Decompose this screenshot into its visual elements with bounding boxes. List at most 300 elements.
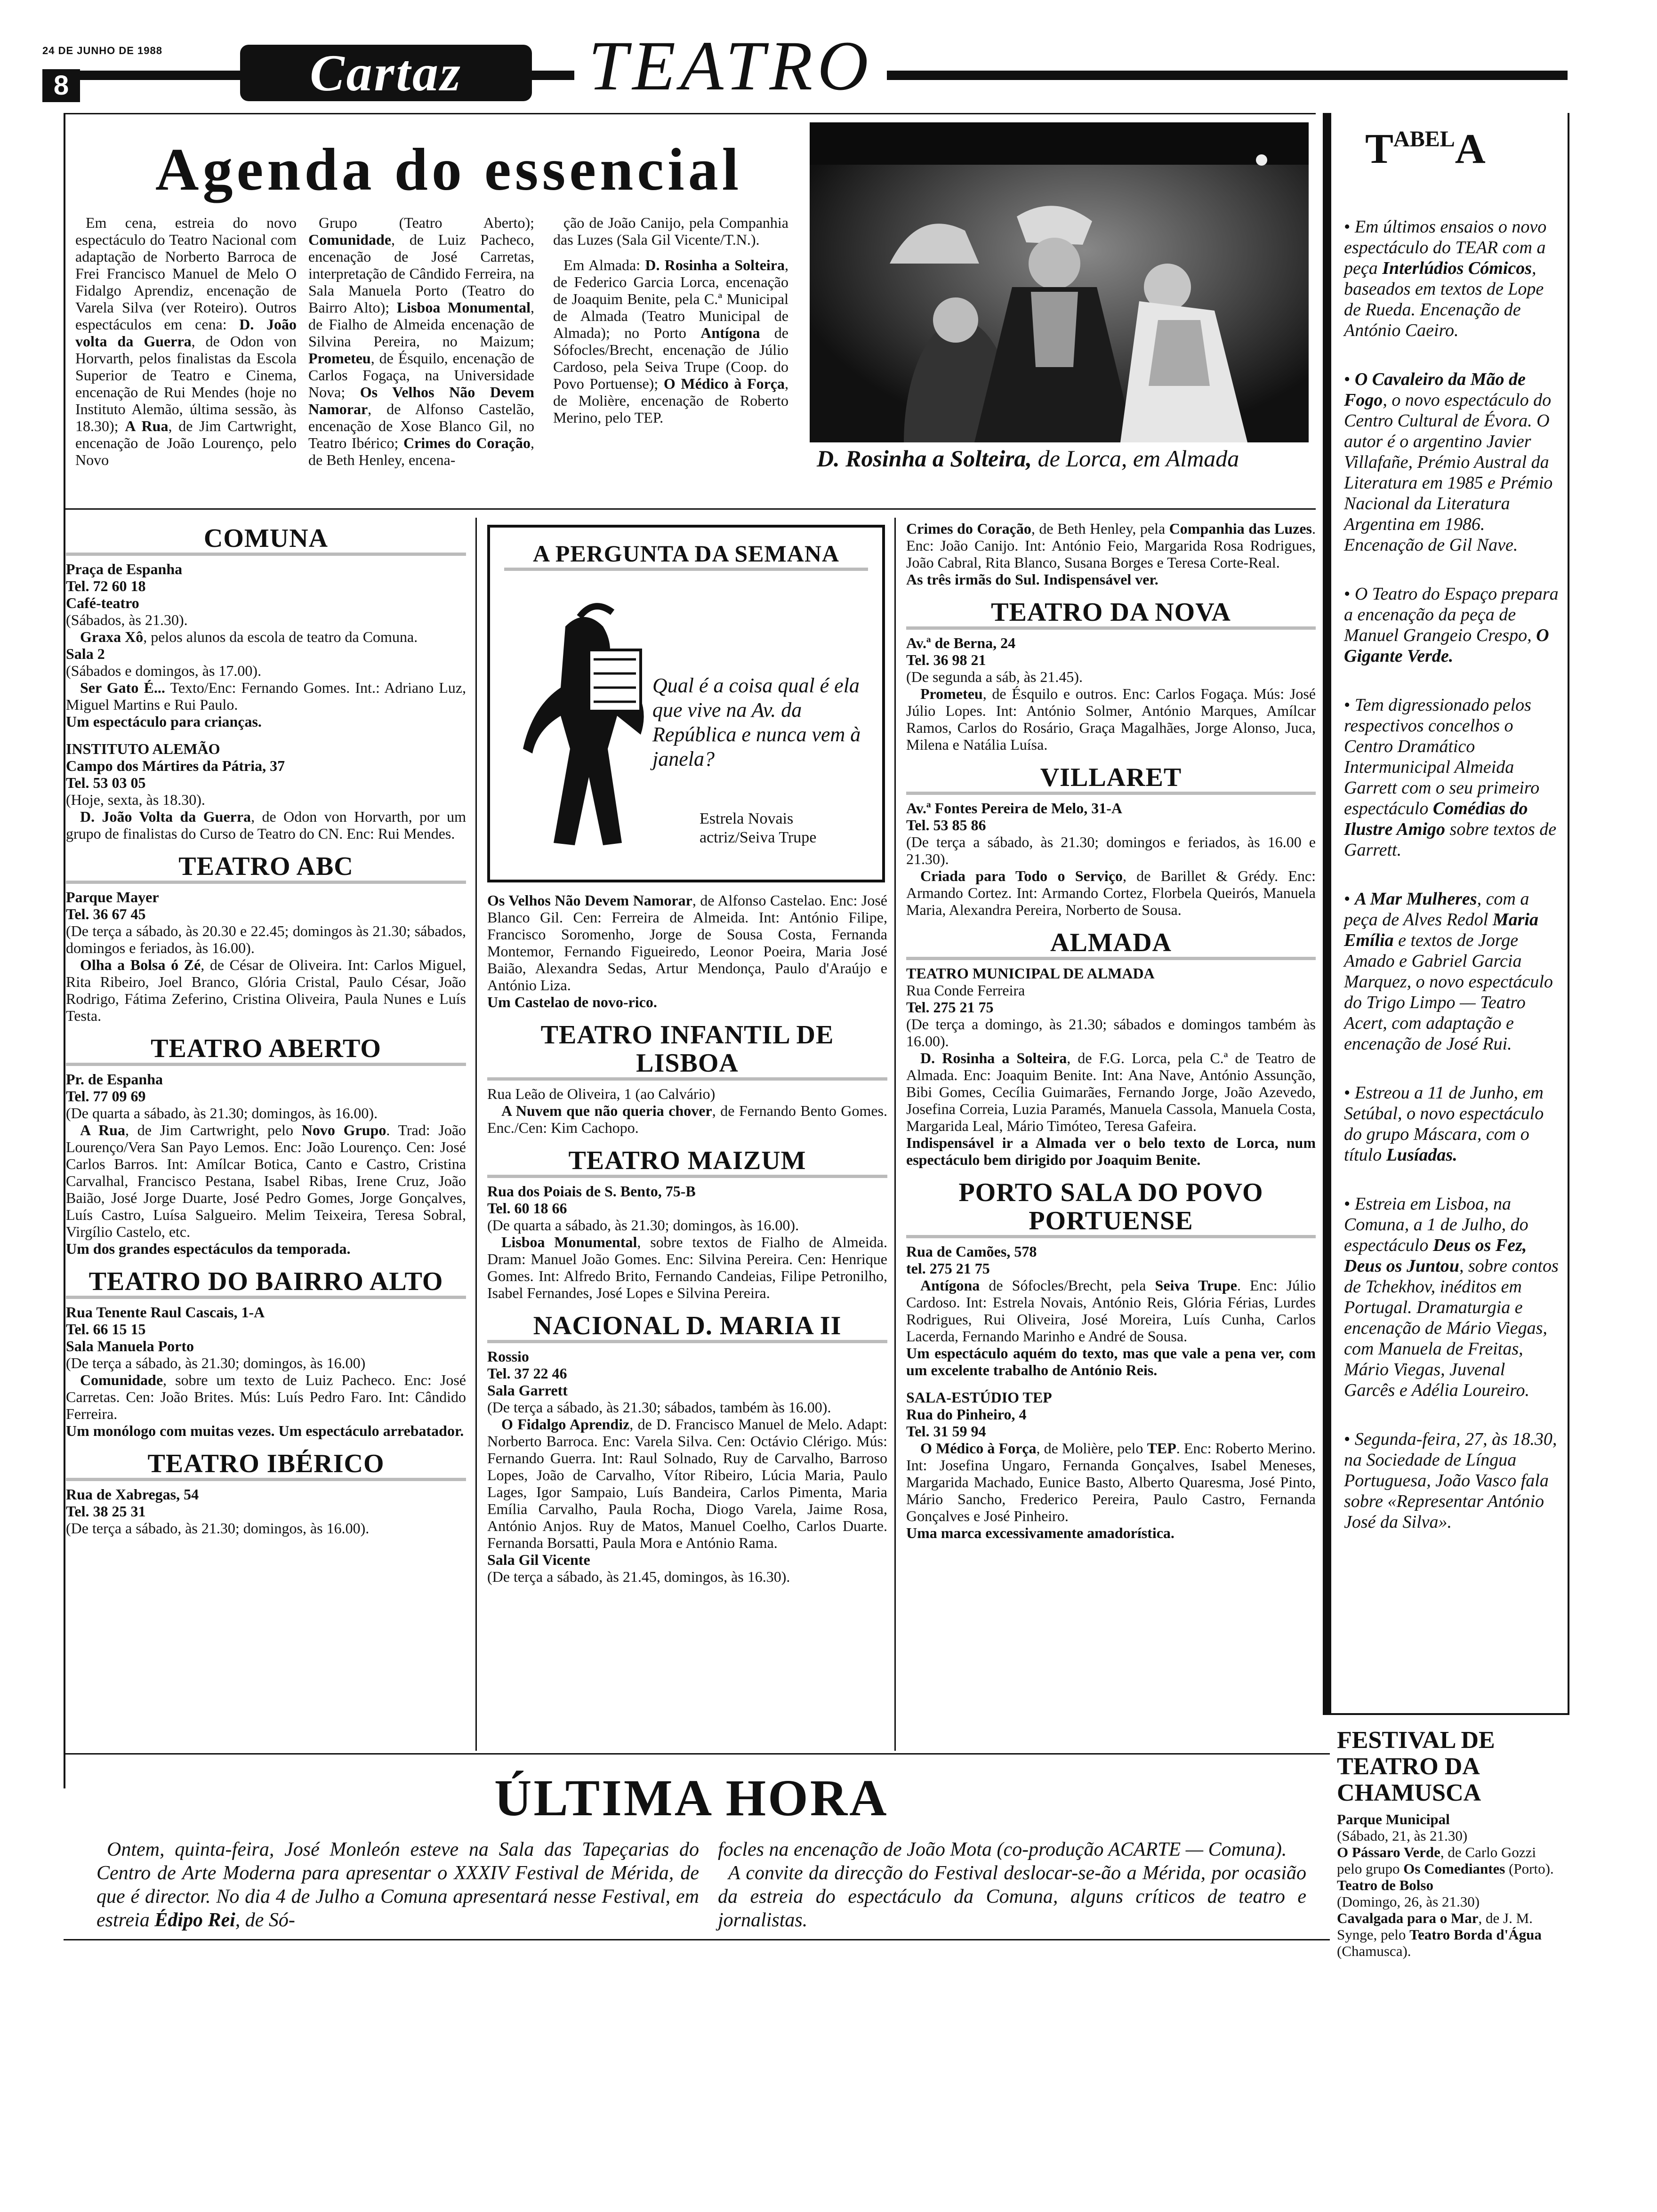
bold-text: Sala Gil Vicente bbox=[487, 1551, 590, 1568]
bold-text: Teatro Borda d'Água bbox=[1409, 1926, 1542, 1943]
listing-line bbox=[906, 685, 1316, 753]
listing-block bbox=[906, 1178, 1316, 1378]
listing-line bbox=[487, 1365, 887, 1382]
text: , baseados em textos de Lope de Rueda. Encenação de António Caeiro. bbox=[1344, 258, 1544, 340]
listing-line bbox=[66, 713, 466, 730]
bold-text: Tel. 38 25 31 bbox=[66, 1503, 146, 1520]
text: , de Molière, encenação de Roberto Merino, pelo TEP. bbox=[553, 375, 789, 426]
listing-line bbox=[66, 662, 466, 679]
text: (De segunda a sáb, às 21.45). bbox=[906, 668, 1083, 685]
listing-line bbox=[906, 834, 1316, 867]
tabela-item bbox=[1344, 1194, 1560, 1401]
text: , sobre contos de Tchekhov, inéditos em Portugal. Dramaturgia e encenação de Mário Viegas, com Manuela de Freitas, Mário Viegas, Juvenal Garcês e Adélia Loureiro. bbox=[1344, 1256, 1559, 1400]
listing-line bbox=[906, 1423, 1316, 1440]
caption-rest: de Lorca, em Almada bbox=[1032, 445, 1239, 472]
text: Em cena, estreia do novo espectáculo do Teatro Nacional com adaptação de Norberto Barroca de Frei Francisco Manuel de Melo O Fidalgo Aprendiz, encenação de Varela Silva (ver Roteiro). Outros espectáculos em cena: bbox=[75, 214, 297, 333]
listing-line bbox=[66, 1240, 466, 1257]
listing-line bbox=[487, 1234, 887, 1301]
bold-text: Um espectáculo aquém do texto, mas que vale a pena ver, com um excelente trabalho de António Reis. bbox=[906, 1345, 1316, 1378]
text: (De quarta a sábado, às 21.30; domingos, às 16.00). bbox=[487, 1217, 799, 1234]
tabela-item bbox=[1344, 584, 1560, 666]
bold-text: Olha a Bolsa ó Zé bbox=[80, 956, 201, 973]
text: (Chamusca). bbox=[1337, 1943, 1411, 1959]
text: , de Fialho de Almeida encenação de Silvina Pereira, no Maizum; bbox=[308, 299, 535, 350]
listing-line bbox=[906, 1345, 1316, 1378]
listing-line bbox=[906, 634, 1316, 651]
bold-text: Tel. 77 09 69 bbox=[66, 1088, 146, 1105]
text: (De terça a domingo, às 21.30; sábados e domingos também às 16.00). bbox=[906, 1016, 1316, 1050]
bold-text: O Pássaro Verde bbox=[1337, 1844, 1440, 1860]
listing-block bbox=[906, 929, 1316, 1168]
ultima-hora-title: ÚLTIMA HORA bbox=[494, 1769, 889, 1827]
listing-line bbox=[487, 1568, 887, 1585]
text: Em Almada: bbox=[563, 256, 645, 273]
ultima-top-rule bbox=[64, 1753, 1330, 1755]
bold-text: Rua de Camões, 578 bbox=[906, 1243, 1037, 1260]
listing-line bbox=[906, 1016, 1316, 1050]
text: , de Jim Cartwright, pelo bbox=[125, 1122, 302, 1138]
bold-text: O Médico à Força bbox=[663, 375, 785, 392]
text: (De terça a sábado, às 20.30 e 22.45; domingos às 21.30; sábados, domingos e feriados, às 16.00). bbox=[66, 922, 466, 956]
listing-block bbox=[487, 1312, 887, 1585]
bold-text: Crimes do Coração bbox=[906, 520, 1031, 537]
venue-header: TEATRO DA NOVA bbox=[906, 598, 1316, 630]
listing-block bbox=[906, 520, 1316, 588]
bold-text: Um monólogo com muitas vezes. Um espectáculo arrebatador. bbox=[66, 1422, 464, 1439]
bold-text: Tel. 53 03 05 bbox=[66, 774, 146, 791]
listing-line bbox=[906, 800, 1316, 817]
tabela-item bbox=[1344, 1429, 1560, 1532]
bullet-icon: • bbox=[1344, 369, 1355, 389]
text: . Trad: João Lourenço/Vera San Payo Lemos. Enc: João Lourenço. Cen: José Carlos Barros. Int: Amílcar Botica, Canto e Castro, Cristina Carvalhal, Francisco Pestana, Isabel Ribas, Irene Cruz, João Baião, José Jorge Duarte, José Pedro Gomes, Jorge Gonçalves, Luís Castro, Luísa Salgueiro. Melim Teixeira, Teresa Sobral, Virgílio Castelo, etc. bbox=[66, 1122, 467, 1240]
text: , de Odon von Horvarth, por um grupo de finalistas do Curso de Teatro do CN. Enc: Rui Mendes. bbox=[66, 808, 467, 842]
bold-text: Prometeu bbox=[308, 350, 371, 367]
text: de Sófocles/Brecht, pela bbox=[980, 1277, 1155, 1294]
caption-title: D. Rosinha a Solteira, bbox=[817, 445, 1032, 472]
listing-line bbox=[906, 1440, 1316, 1524]
festival-line bbox=[1337, 1893, 1563, 1910]
text: . Enc: Júlio Cardoso. Int: Estrela Novais, António Reis, Glória Férias, Lurdes Rodrigues, Rui Oliveira, José Moreira, Luís Cunha, Carlos Lacerda, Fernando Marinho e André de Sousa. bbox=[906, 1277, 1316, 1345]
section-title: TEATRO bbox=[574, 26, 887, 106]
listing-line bbox=[906, 1260, 1316, 1277]
text: O Cavaleiro da Mão de Fogo bbox=[1344, 369, 1526, 410]
bold-text: Maria Emília bbox=[1344, 910, 1538, 950]
listing-line bbox=[66, 1422, 466, 1439]
text: (De terça a sábado, às 21.30; domingos e feriados, às 16.00 e 21.30). bbox=[906, 834, 1316, 867]
listing-line bbox=[487, 1399, 887, 1416]
bullet-icon: • bbox=[1344, 695, 1355, 715]
festival-line bbox=[1337, 1811, 1563, 1827]
listing-block bbox=[66, 1450, 466, 1537]
text: , de Só- bbox=[235, 1909, 295, 1931]
festival-top-rule bbox=[1323, 1713, 1569, 1715]
theatre-scene-image bbox=[810, 122, 1309, 442]
bold-text: Édipo Rei bbox=[154, 1909, 235, 1931]
listing-line bbox=[906, 817, 1316, 834]
venue-header: TEATRO ABERTO bbox=[66, 1034, 466, 1066]
text: Em últimos ensaios o novo espectáculo do TEAR com a peça bbox=[1344, 217, 1547, 278]
listing-line bbox=[66, 561, 466, 577]
bold-text: Seiva Trupe bbox=[1155, 1277, 1237, 1294]
text: , de F.G. Lorca, pela C.ª de Teatro de Almada. Enc: Joaquim Benite. Int: Ana Nave, António Assunção, Bibi Gomes, Cecília Guimarães, Fernando Jorge, João Azevedo, Josefina Correia, Luzia Paramés, Manuela Cassola, Manuela Costa, Margarida Leal, Mário Timóteo, Teresa Gafeira. bbox=[906, 1050, 1316, 1134]
text: , com a peça de Alves Redol bbox=[1344, 889, 1529, 930]
agenda-column-2 bbox=[308, 214, 534, 468]
listing-line bbox=[66, 1304, 466, 1321]
text: , de Odon von Horvarth, pelos finalistas da Escola Superior de Teatro e Cinema, encenação de Rui Mendes (hoje no Instituto Alemão, última sessão, às 18.30); bbox=[75, 333, 297, 434]
bold-text: Companhia das Luzes bbox=[1169, 520, 1312, 537]
frame-left-rule bbox=[64, 113, 65, 1788]
bold-text: O Gigante Verde. bbox=[1344, 625, 1549, 666]
text: (De quarta a sábado, às 21.30; domingos, às 16.00). bbox=[66, 1105, 378, 1122]
text: (Sábado, 21, às 21.30) bbox=[1337, 1827, 1468, 1844]
venue-header: TEATRO IBÉRICO bbox=[66, 1450, 466, 1481]
text: , de Beth Henley, pela bbox=[1031, 520, 1169, 537]
text: Rua Leão de Oliveira, 1 (ao Calvário) bbox=[487, 1085, 716, 1102]
text: O Teatro do Espaço prepara a encenação da peça de Manuel Grangeio Crespo, bbox=[1344, 584, 1559, 645]
festival-line bbox=[1337, 1827, 1563, 1844]
listing-line bbox=[66, 956, 466, 1024]
listing-line bbox=[487, 1416, 887, 1551]
listing-line bbox=[66, 1105, 466, 1122]
tabela-list bbox=[1344, 216, 1560, 1561]
agenda-column-1 bbox=[75, 214, 297, 468]
bold-text: Interlúdios Cómicos bbox=[1382, 258, 1532, 278]
listing-line bbox=[66, 906, 466, 922]
bold-text: Sala Manuela Porto bbox=[66, 1338, 194, 1354]
bullet-icon: • bbox=[1344, 584, 1355, 604]
tabela-item bbox=[1344, 369, 1560, 555]
bold-text: A Mar Mulheres bbox=[1354, 889, 1477, 909]
text: , de Ésquilo, encenação de Carlos Fogaça, na Universidade Nova; bbox=[308, 350, 534, 401]
listing-line bbox=[906, 1050, 1316, 1134]
listing-line bbox=[487, 1102, 887, 1136]
agenda-photo-caption bbox=[817, 445, 1311, 472]
bold-text: Lisboa Monumental bbox=[396, 299, 531, 316]
listing-line bbox=[66, 1321, 466, 1338]
listing-block bbox=[906, 763, 1316, 918]
ultima-hora-right bbox=[718, 1838, 1306, 1932]
listing-block bbox=[906, 1389, 1316, 1541]
frame-top-rule bbox=[64, 113, 1316, 114]
bold-text: Tel. 31 59 94 bbox=[906, 1423, 986, 1440]
bold-text: Tel. 66 15 15 bbox=[66, 1321, 146, 1338]
bold-text: Praça de Espanha bbox=[66, 561, 183, 577]
roteiro-column-1 bbox=[66, 522, 466, 1547]
listing-line bbox=[487, 1085, 887, 1102]
agenda-title: Agenda do essencial bbox=[155, 136, 743, 203]
pergunta-author: Estrela Novais bbox=[700, 810, 794, 827]
text: Estreou a 11 de Junho, em Setúbal, o novo espectáculo do grupo Máscara, com o título bbox=[1344, 1083, 1544, 1165]
listing-line bbox=[906, 1277, 1316, 1345]
tabela-right-rule bbox=[1568, 113, 1569, 1713]
venue-header: NACIONAL D. MARIA II bbox=[487, 1312, 887, 1343]
bold-text: Ser Gato É... bbox=[80, 679, 165, 696]
listing-line bbox=[906, 651, 1316, 668]
listing-line bbox=[906, 982, 1316, 999]
text: Segunda-feira, 27, às 18.30, na Sociedade de Língua Portuguesa, João Vasco fala sobre «Representar António José da Silva». bbox=[1344, 1429, 1557, 1532]
bold-text: Tel. 37 22 46 bbox=[487, 1365, 567, 1382]
bold-text: Sala 2 bbox=[66, 645, 105, 662]
bold-text: Lusíadas. bbox=[1386, 1145, 1457, 1165]
listing-line bbox=[906, 1243, 1316, 1260]
listing-line bbox=[66, 1088, 466, 1105]
bold-text: Graxa Xô bbox=[80, 628, 144, 645]
listing-line bbox=[66, 889, 466, 906]
text: , de Federico Garcia Lorca, encenação de Joaquim Benite, pela C.ª Municipal de Almada (Teatro Municipal de Almada); no Porto bbox=[553, 256, 789, 341]
bold-text: Tel. 36 67 45 bbox=[66, 906, 146, 922]
listing-line bbox=[906, 668, 1316, 685]
tabela-item bbox=[1344, 1082, 1560, 1165]
bold-text: Antígona bbox=[920, 1277, 980, 1294]
text: Grupo (Teatro Aberto); bbox=[319, 214, 534, 231]
agenda-photo bbox=[810, 122, 1309, 442]
listing-line bbox=[487, 1348, 887, 1365]
bold-text: D. Rosinha a Solteira bbox=[920, 1050, 1067, 1066]
bold-text: Crimes do Coração bbox=[403, 434, 531, 451]
bold-text: TEP bbox=[1147, 1440, 1176, 1457]
bold-text: D. Rosinha a Solteira bbox=[645, 256, 785, 273]
bold-text: Os Velhos Não Devem Namorar bbox=[308, 384, 535, 417]
bold-text: Parque Mayer bbox=[66, 889, 159, 906]
bullet-icon: • bbox=[1344, 1194, 1355, 1214]
bold-text: Campo dos Mártires da Pátria, 37 bbox=[66, 757, 285, 774]
bold-text: Um dos grandes espectáculos da temporada. bbox=[66, 1240, 351, 1257]
venue-header: TEATRO DO BAIRRO ALTO bbox=[66, 1267, 466, 1299]
text: , pelos alunos da escola de teatro da Comuna. bbox=[143, 628, 418, 645]
bold-text: Rua de Xabregas, 54 bbox=[66, 1486, 199, 1503]
listing-block bbox=[906, 598, 1316, 753]
listing-block bbox=[487, 1021, 887, 1136]
bold-text: Lisboa Monumental bbox=[501, 1234, 637, 1250]
listing-line bbox=[66, 1338, 466, 1354]
text: e textos de Jorge Amado e Gabriel Garcia Marquez, o novo espectáculo do Trigo Limpo — Teatro Acert, com adaptação e encenação de José Rui. bbox=[1344, 930, 1553, 1054]
listing-line bbox=[906, 999, 1316, 1016]
text: Rua Conde Ferreira bbox=[906, 982, 1025, 999]
ultima-bottom-rule bbox=[64, 1939, 1330, 1940]
listing-block bbox=[487, 892, 887, 1010]
bold-text: Café-teatro bbox=[66, 594, 139, 611]
bold-text: Antígona bbox=[700, 324, 760, 341]
venue-header: TEATRO MAIZUM bbox=[487, 1146, 887, 1178]
text: Tem digressionado pelos respectivos concelhos o Centro Dramático Intermunicipal Almeida Garrett com o seu primeiro espectáculo bbox=[1344, 695, 1540, 818]
listing-line bbox=[66, 740, 466, 757]
listing-line bbox=[66, 679, 466, 713]
text: Ontem, quinta-feira, José Monleón esteve na Sala das Tapeçarias do Centro de Arte Moderna para apresentar o XXXIV Festival de Mérida, de que é director. No dia 4 de Julho a Comuna apresentará nesse Festival, em estreia bbox=[97, 1839, 699, 1931]
listing-line bbox=[66, 757, 466, 774]
tabela-left-rule bbox=[1323, 113, 1331, 1713]
text: , de Luiz Pacheco, encenação de José Carretas, interpretação de Cândido Ferreira, na Sala Manuela Porto (Teatro do Bairro Alto); bbox=[308, 231, 534, 316]
text: Texto/Enc: Fernando Gomes. Int.: Adriano Luz, Miguel Martins e Rui Paulo. bbox=[66, 679, 467, 713]
bold-text: D. João volta da Guerra bbox=[75, 316, 297, 350]
cartaz-logo: Cartaz bbox=[240, 45, 532, 101]
bold-text: O Fidalgo Aprendiz bbox=[501, 1416, 630, 1433]
listing-line bbox=[66, 628, 466, 645]
bold-text: TEATRO MUNICIPAL DE ALMADA bbox=[906, 965, 1155, 982]
listing-line bbox=[66, 922, 466, 956]
header-date: 24 DE JUNHO DE 1988 bbox=[42, 45, 162, 56]
bold-text: A Rua bbox=[125, 417, 169, 434]
bullet-icon: • bbox=[1344, 217, 1355, 237]
text: (De terça a sábado, às 21.30; sábados, também às 16.00). bbox=[487, 1399, 831, 1416]
bold-text: Tel. 275 21 75 bbox=[906, 999, 994, 1016]
text: , de Alfonso Castelao. Enc: José Blanco Gil. Cen: Ferreira de Almeida. Int: António Filipe, Francisco Soromenho, Jorge de Sousa Costa, Fernanda Montemor, Fernando Figueiredo, Leonor Poeira, Maria José Baião, Alexandra Sedas, Artur Mendonça, Paulo d'Araújo e António Liza. bbox=[487, 892, 887, 994]
bullet-icon: • bbox=[1344, 1083, 1355, 1103]
tabela-title-a: A bbox=[1455, 126, 1486, 172]
roteiro-divider-2 bbox=[894, 518, 896, 1751]
text: (Domingo, 26, às 21.30) bbox=[1337, 1893, 1480, 1910]
bold-text: Criada para Todo o Serviço bbox=[920, 867, 1123, 884]
text: (De terça a sábado, às 21.30; domingos, às 16.00) bbox=[66, 1354, 366, 1371]
listing-block bbox=[66, 740, 466, 842]
listing-line bbox=[66, 611, 466, 628]
text: . Enc: Roberto Merino. Int: Josefina Ungaro, Fernanda Gonçalves, Isabel Meneses, Margarida Machado, Eunice Basto, Alberto Quaresma, José Pinto, Mário Sancho, Frederico Pereira, Paulo Castro, Fernanda Gonçalves e José Pinheiro. bbox=[906, 1440, 1316, 1524]
text: (Sábados e domingos, às 17.00). bbox=[66, 662, 262, 679]
pergunta-box bbox=[487, 525, 885, 882]
text: (Hoje, sexta, às 18.30). bbox=[66, 791, 205, 808]
agenda-column-3 bbox=[553, 214, 788, 426]
text: A convite da direcção do Festival deslocar-se-ão a Mérida, por ocasião da estreia do espectáculo da Comuna, alguns críticos de teatro e jornalistas. bbox=[718, 1862, 1306, 1931]
bold-text: Rua dos Poiais de S. Bento, 75-B bbox=[487, 1183, 696, 1200]
festival-line bbox=[1337, 1844, 1563, 1877]
listing-line bbox=[66, 594, 466, 611]
pergunta-author-role: actriz/Seiva Trupe bbox=[700, 829, 817, 846]
listing-line bbox=[906, 1134, 1316, 1168]
listing-line bbox=[487, 1217, 887, 1234]
listing-line bbox=[487, 892, 887, 994]
text: focles na encenação de João Mota (co-produção ACARTE — Comuna). bbox=[718, 1839, 1287, 1860]
festival-box bbox=[1337, 1727, 1563, 1959]
bold-text: Rossio bbox=[487, 1348, 529, 1365]
listing-line bbox=[906, 571, 1316, 588]
bold-text: Tel. 53 85 86 bbox=[906, 817, 986, 834]
text: Estreia em Lisboa, na Comuna, a 1 de Julho, do espectáculo bbox=[1344, 1194, 1528, 1255]
text: , de Jim Cartwright, encenação de João Lourenço, pelo Novo bbox=[75, 417, 297, 468]
text: , de Barillet & Grédy. Enc: Armando Cortez. Int: Armando Cortez, Florbela Queirós, Manuela Maria, Alexandra Pereira, Norberto de Sousa. bbox=[906, 867, 1316, 918]
bold-text: Um Castelao de novo-rico. bbox=[487, 994, 657, 1010]
bold-text: A Nuvem que não queria chover bbox=[501, 1102, 712, 1119]
listing-line bbox=[66, 1071, 466, 1088]
bold-text: Sala Garrett bbox=[487, 1382, 568, 1399]
listing-line bbox=[66, 1520, 466, 1537]
ultima-hora-left bbox=[97, 1838, 699, 1932]
bold-text: tel. 275 21 75 bbox=[906, 1260, 990, 1277]
venue-header: COMUNA bbox=[66, 524, 466, 556]
roteiro-divider-1 bbox=[475, 518, 477, 1751]
text: , de J. M. Synge, pelo bbox=[1337, 1910, 1533, 1943]
text: , o novo espectáculo do Centro Cultural de Évora. O autor é o argentino Javier Villafañe, Prémio Austral da Literatura em 1985 e Prémio Nacional da Literatura Argentina em 1986. Encenação de Gil Nave. bbox=[1344, 390, 1553, 555]
bold-text: Tel. 72 60 18 bbox=[66, 577, 146, 594]
bullet-icon: • bbox=[1344, 889, 1355, 909]
text: . Enc: João Canijo. Int: António Feio, Margarida Rosa Rodrigues, João Cabral, Rita Blanco, Susana Borges e Teresa Corte-Real. bbox=[906, 520, 1316, 571]
text: (Sábados, às 21.30). bbox=[66, 611, 188, 628]
venue-header: TEATRO INFANTIL DE LISBOA bbox=[487, 1021, 887, 1081]
text: ção de João Canijo, pela Companhia das Luzes (Sala Gil Vicente/T.N.). bbox=[553, 214, 788, 248]
text: , sobre um texto de Luiz Pacheco. Enc: José Carretas. Cen: João Brites. Mús: Luís Pedro Faro. Int: Cândido Ferreira. bbox=[66, 1371, 466, 1422]
bold-text: A Rua bbox=[80, 1122, 125, 1138]
pergunta-question: Qual é a coisa qual é ela que vive na Av. da República e nunca vem à janela? bbox=[652, 674, 861, 770]
bold-text: Uma marca excessivamente amadorística. bbox=[906, 1524, 1174, 1541]
festival-line bbox=[1337, 1877, 1563, 1893]
listing-line bbox=[66, 791, 466, 808]
listing-line bbox=[66, 1122, 466, 1240]
listing-line bbox=[906, 1524, 1316, 1541]
venue-header: VILLARET bbox=[906, 763, 1316, 795]
listing-line bbox=[487, 994, 887, 1010]
listing-line bbox=[487, 1551, 887, 1568]
bold-text: Av.ª Fontes Pereira de Melo, 31-A bbox=[906, 800, 1122, 817]
listing-line bbox=[906, 520, 1316, 571]
listing-line bbox=[66, 577, 466, 594]
listing-block bbox=[487, 1146, 887, 1301]
listing-block bbox=[66, 852, 466, 1024]
bold-text: Os Velhos Não Devem Namorar bbox=[487, 892, 692, 909]
bold-text: Teatro de Bolso bbox=[1337, 1877, 1433, 1893]
bold-text: D. João Volta da Guerra bbox=[80, 808, 251, 825]
text: , de Beth Henley, encena- bbox=[308, 434, 534, 468]
listing-line bbox=[66, 1371, 466, 1422]
bold-text: Prometeu bbox=[920, 685, 983, 702]
bold-text: As três irmãs do Sul. Indispensável ver. bbox=[906, 571, 1158, 588]
listing-line bbox=[906, 1389, 1316, 1406]
text: de Sófocles/Brecht, encenação de Júlio Cardoso, pela Seiva Trupe (Coop. do Povo Portuense); bbox=[553, 324, 789, 392]
bold-text: Deus os Fez, Deus os Juntou bbox=[1344, 1235, 1527, 1276]
listing-line bbox=[906, 965, 1316, 982]
roteiro-column-3 bbox=[906, 520, 1316, 1552]
bold-text: Comédias do Ilustre Amigo bbox=[1344, 799, 1528, 839]
text: , de D. Francisco Manuel de Melo. Adapt: Norberto Barroca. Enc: Varela Silva. Cen: Octávio Clérigo. Mús: Fernando Guerra. Int: Raul Solnado, Ruy de Carvalho, Barroso Lopes, João de Carvalho, Vítor Ribeiro, Lúcia Maria, Paulo Lages, Igor Sampaio, Luís Bandeira, Carlos Pimenta, Maria Emília Carvalho, Paula Rocha, Diogo Varela, Jaime Rosa, António Anjos. Ruy de Matos, Manuel Coelho, Carlos Duarte. Fernanda Borsatti, Paula Mora e António Rama. bbox=[487, 1416, 888, 1551]
bold-text: Cavalgada para o Mar bbox=[1337, 1910, 1479, 1926]
page-header bbox=[42, 26, 1568, 111]
text: (De terça a sábado, às 21.30; domingos, às 16.00). bbox=[66, 1520, 370, 1537]
listing-line bbox=[906, 867, 1316, 918]
text: , de César de Oliveira. Int: Carlos Miguel, Rita Ribeiro, Joel Branco, Glória Cristal, Paulo César, João Rodrigo, Fátima Zeferino, Cristina Oliveira, Paula Nunes e Luís Testa. bbox=[66, 956, 467, 1024]
bold-text: Rua Tenente Raul Cascais, 1-A bbox=[66, 1304, 265, 1321]
tabela-title-abel: ABEL bbox=[1393, 127, 1455, 152]
text: sobre textos de Garrett. bbox=[1344, 819, 1557, 860]
agenda-bottom-rule bbox=[64, 508, 1316, 510]
listing-line bbox=[66, 1503, 466, 1520]
listing-block bbox=[66, 1267, 466, 1439]
venue-header: ALMADA bbox=[906, 929, 1316, 960]
venue-header: TEATRO ABC bbox=[66, 852, 466, 884]
bold-text: Pr. de Espanha bbox=[66, 1071, 163, 1088]
text: (De terça a sábado, às 21.45, domingos, às 16.30). bbox=[487, 1568, 790, 1585]
tabela-item bbox=[1344, 889, 1560, 1054]
bold-text: Tel. 60 18 66 bbox=[487, 1200, 567, 1217]
bold-text: Tel. 36 98 21 bbox=[906, 651, 986, 668]
listing-block bbox=[66, 1034, 466, 1257]
roteiro-column-2 bbox=[487, 892, 887, 1595]
listing-line bbox=[487, 1382, 887, 1399]
listing-line bbox=[487, 1183, 887, 1200]
bullet-icon: • bbox=[1344, 1429, 1355, 1449]
tabela-title bbox=[1365, 125, 1553, 173]
bold-text: Indispensável ir a Almada ver o belo texto de Lorca, num espectáculo bem dirigido por Joaquim Benite. bbox=[906, 1134, 1316, 1168]
tabela-title-t: T bbox=[1365, 126, 1394, 172]
tabela-item bbox=[1344, 216, 1560, 341]
festival-title: FESTIVAL DE TEATRO DA CHAMUSCA bbox=[1337, 1727, 1495, 1806]
actor-figure-image bbox=[509, 598, 664, 862]
bold-text: O Médico à Força bbox=[920, 1440, 1037, 1457]
pergunta-title: A PERGUNTA DA SEMANA bbox=[504, 539, 868, 571]
listing-line bbox=[66, 1486, 466, 1503]
listing-line bbox=[66, 774, 466, 791]
festival-line bbox=[1337, 1910, 1563, 1959]
listing-block bbox=[66, 524, 466, 730]
bold-text: Rua do Pinheiro, 4 bbox=[906, 1406, 1027, 1423]
page-number: 8 bbox=[42, 69, 80, 102]
text: (Porto). bbox=[1505, 1860, 1554, 1877]
